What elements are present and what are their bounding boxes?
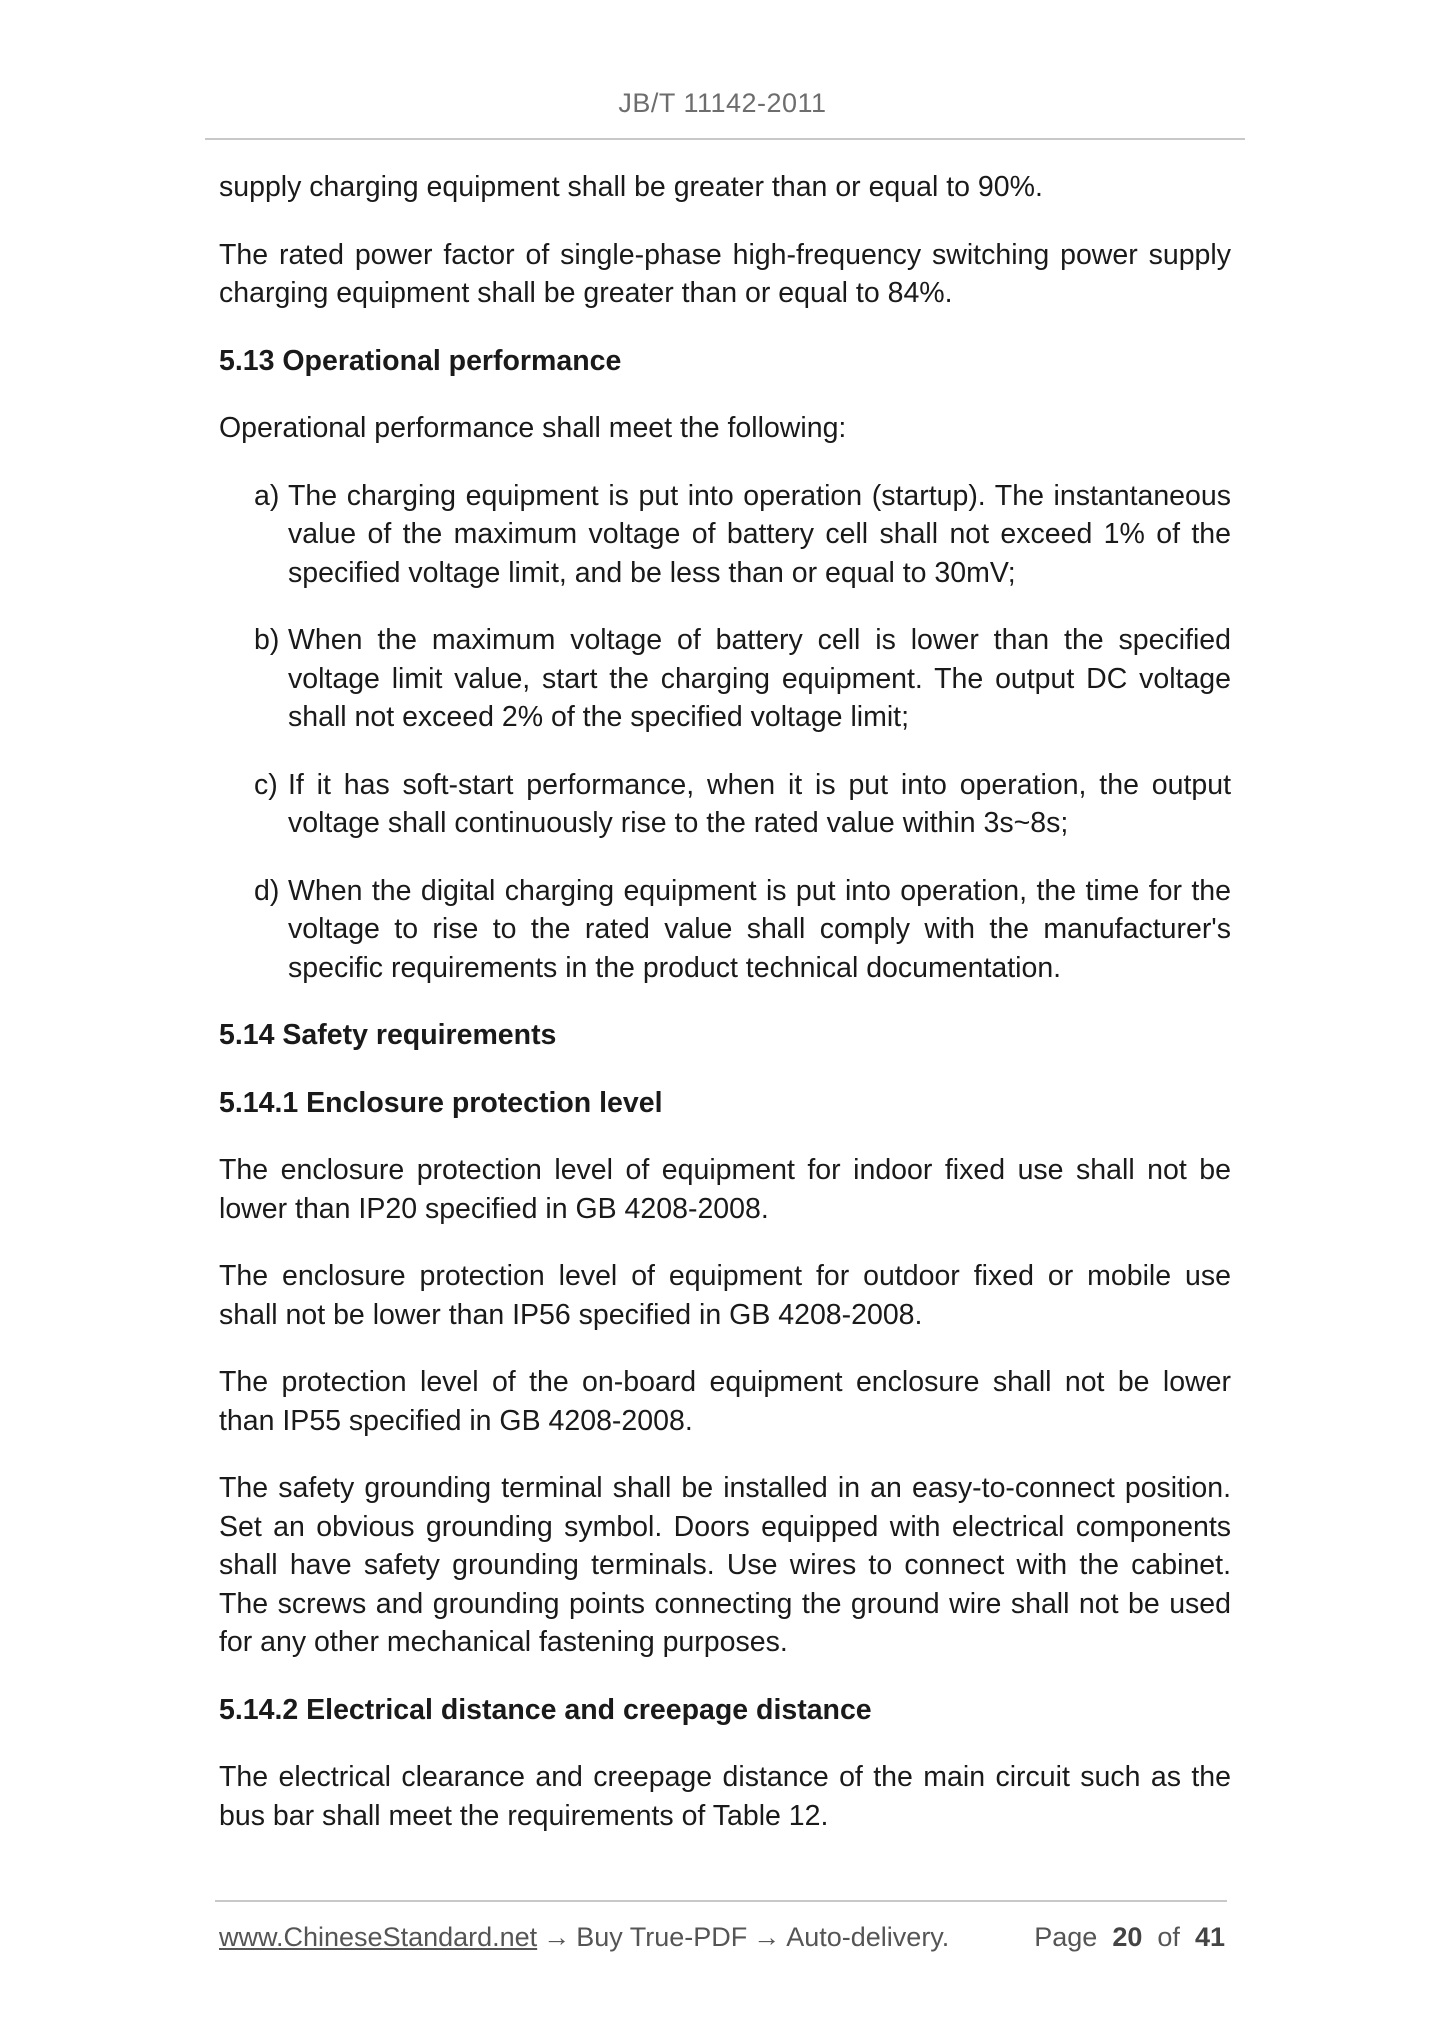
- auto-delivery-text: Auto-delivery.: [786, 1922, 950, 1952]
- footer-divider: [215, 1900, 1227, 1902]
- list-item-text: If it has soft-start performance, when it is put into operation, the output voltage shall continuously rise to the rated value within 3s~8s;: [288, 768, 1231, 839]
- paragraph-onboard-protection: The protection level of the on-board equipment enclosure shall not be lower than IP55 specified in GB 4208-2008.: [219, 1366, 1231, 1437]
- paragraph-outdoor-protection: The enclosure protection level of equipment for outdoor fixed or mobile use shall not be lower than IP56 specified in GB 4208-2008.: [219, 1260, 1231, 1331]
- section-heading-5-13: 5.13 Operational performance: [219, 344, 622, 377]
- paragraph-operational-intro: Operational performance shall meet the following:: [219, 412, 847, 444]
- list-item-b: [254, 621, 1231, 737]
- header-divider: [205, 138, 1245, 140]
- buy-pdf-text: Buy True-PDF: [576, 1922, 748, 1952]
- footer-promo: [219, 1922, 949, 1953]
- paragraph-clearance: The electrical clearance and creepage distance of the main circuit such as the bus bar shall meet the requirements of Table 12.: [219, 1761, 1231, 1832]
- list-marker: c): [254, 768, 278, 801]
- page-current: 20: [1112, 1922, 1143, 1952]
- list-marker: d): [254, 874, 280, 907]
- list-item-a: [254, 477, 1231, 593]
- page-footer: [219, 1922, 1225, 1953]
- page-indicator: [1034, 1922, 1225, 1953]
- arrow-right-icon: →: [753, 1922, 781, 1952]
- page-of-label: of: [1157, 1922, 1180, 1952]
- paragraph-grounding: The safety grounding terminal shall be installed in an easy-to-connect position. Set an obvious grounding symbol. Doors equipped with electrical components shall have safety grounding terminals. Use wires to connect with the cabinet. The screws and grounding points connecting the ground wire shall not be used for any other mechanical fastening purposes.: [219, 1472, 1231, 1658]
- list-item-text: When the digital charging equipment is put into operation, the time for the voltage to rise to the rated value shall comply with the manufacturer's specific requirements in the product technical documentation.: [288, 874, 1231, 984]
- section-heading-5-14-2: 5.14.2 Electrical distance and creepage distance: [219, 1693, 872, 1726]
- page-label: Page: [1034, 1922, 1098, 1952]
- arrow-right-icon: →: [543, 1922, 571, 1952]
- paragraph-indoor-protection: The enclosure protection level of equipment for indoor fixed use shall not be lower than IP20 specified in GB 4208-2008.: [219, 1154, 1231, 1225]
- section-heading-5-14: 5.14 Safety requirements: [219, 1019, 557, 1051]
- list-marker: a): [254, 479, 280, 512]
- list-item-c: [254, 766, 1231, 843]
- list-item-text: When the maximum voltage of battery cell is lower than the specified voltage limit value, start the charging equipment. The output DC voltage shall not exceed 2% of the specified voltage limit;: [288, 624, 1231, 733]
- paragraph-power-factor: The rated power factor of single-phase high-frequency switching power supply charging equipment shall be greater than or equal to 84%.: [219, 238, 1231, 309]
- document-header-title: JB/T 11142-2011: [618, 88, 827, 118]
- page-content: [219, 168, 1231, 1864]
- page-total: 41: [1194, 1922, 1225, 1952]
- list-item-d: [254, 872, 1231, 988]
- website-link[interactable]: www.ChineseStandard.net: [219, 1922, 538, 1952]
- list-item-text: The charging equipment is put into operation (startup). The instantaneous value of the maximum voltage of battery cell shall not exceed 1% of the specified voltage limit, and be less than or equal to 30mV;: [288, 479, 1231, 589]
- section-heading-5-14-1: 5.14.1 Enclosure protection level: [219, 1086, 663, 1119]
- list-marker: b): [254, 624, 280, 656]
- paragraph-continuation: supply charging equipment shall be greater than or equal to 90%.: [219, 171, 1043, 203]
